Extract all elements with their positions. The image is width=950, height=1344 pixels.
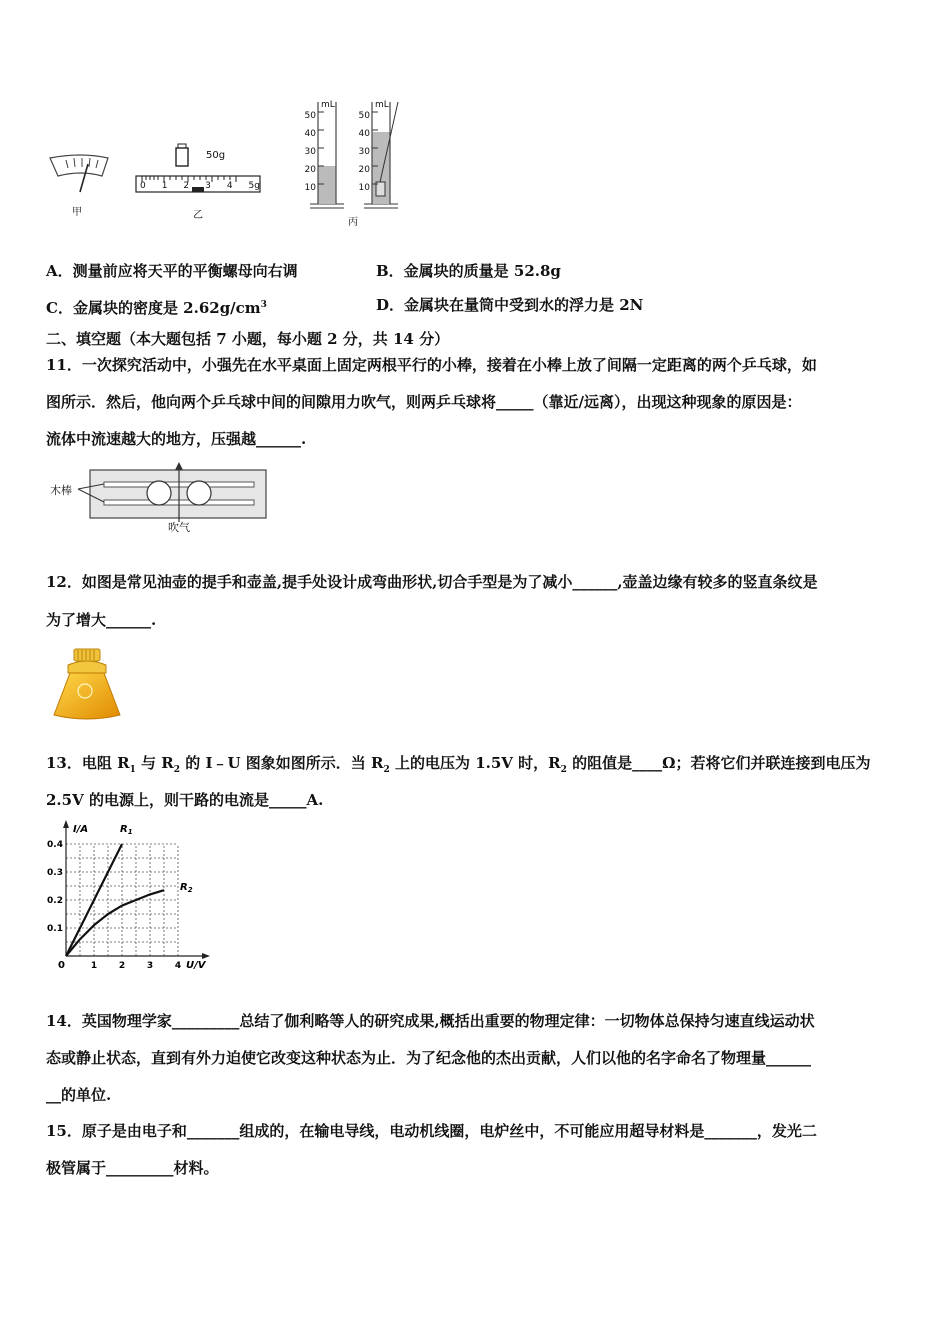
option-a: A．测量前应将天平的平衡螺母向右调	[46, 262, 298, 280]
q15-line-2: 极管属于_________材料。	[46, 1159, 219, 1177]
figure-rider-ruler	[130, 140, 270, 210]
option-c	[46, 295, 267, 318]
series-r2-label	[180, 882, 193, 894]
x-tick-label: 2	[118, 961, 126, 970]
cylinder-tick: 10	[304, 183, 316, 193]
ruler-tick: 0	[140, 181, 146, 191]
x-tick-label: 1	[90, 961, 98, 970]
figure-label-jia: 甲	[72, 207, 82, 218]
q15-line-1: 15．原子是由电子和_______组成的，在输电导线，电动机线圈，电炉丝中，不可能应用超导材料是_______，发光二	[46, 1122, 817, 1140]
q12-line-2: 为了增大______.	[46, 611, 157, 629]
q13-text: 上的电压为 1.5V 时，R	[389, 754, 561, 772]
section-heading: 二、填空题（本大题包括 7 小题，每小题 2 分，共 14 分）	[46, 330, 450, 348]
cylinder-tick: 50	[358, 111, 370, 121]
y-tick-label: 0.2	[47, 896, 63, 906]
ruler-tick: 1	[161, 181, 168, 191]
cylinder-ticks-left	[302, 107, 316, 197]
option-c-superscript: 3	[260, 300, 267, 310]
subscript: 2	[560, 765, 567, 775]
subscript: 2	[173, 765, 181, 775]
x-axis-arrow	[202, 953, 210, 959]
r2-label-sub: 2	[187, 886, 193, 894]
q13-line-2: 2.5V 的电源上，则干路的电流是_____A.	[46, 791, 324, 809]
q14-line-2: 态或静止状态，直到有外力迫使它改变这种状态为止．为了纪念他的杰出贡献，人们以他的名字命名了物理量______	[46, 1049, 812, 1067]
cylinder-tick: 30	[304, 147, 316, 157]
y-tick-label: 0.1	[47, 924, 63, 934]
figure-ping-pong-sticks	[46, 462, 271, 537]
q13-text: 的 I﹣U 图象如图所示．当 R	[180, 754, 384, 772]
stick-label: 木棒	[50, 484, 72, 497]
x-tick-label: 4	[174, 961, 182, 970]
iu-graph	[44, 818, 214, 970]
r2-label-main: R	[180, 882, 188, 893]
y-axis-arrow	[63, 820, 69, 828]
y-tick-label: 0.4	[47, 840, 63, 850]
figure-label-yi: 乙	[193, 210, 203, 221]
series-r1-label	[120, 824, 133, 836]
q13-line-1	[46, 753, 870, 780]
ruler-tick: 3	[205, 181, 211, 191]
q11-line-2: 图所示．然后，他向两个乒乓球中间的间隙用力吹气，则两乒乓球将_____（靠近/远离），出现这种现象的原因是：	[46, 393, 802, 411]
subscript: 2	[383, 765, 390, 775]
subscript: 1	[129, 765, 136, 775]
x-axis-label: U/V	[186, 960, 206, 970]
graph-grid	[66, 844, 178, 956]
x-tick-label: 3	[146, 961, 154, 970]
cylinder-tick: 20	[358, 165, 370, 175]
cylinder-unit-right: mL	[375, 100, 389, 110]
blow-label: 吹气	[168, 521, 190, 534]
origin-label: 0	[58, 960, 65, 970]
q14-line-1: 14．英国物理学家_________总结了伽利略等人的研究成果,概括出重要的物理定律：一切物体总保持匀速直线运动状	[46, 1012, 815, 1030]
cylinder-tick: 40	[358, 129, 370, 139]
cylinder-unit-left: mL	[321, 100, 335, 110]
weight-label: 50g	[206, 150, 226, 161]
ruler-tick: 2	[183, 181, 190, 191]
q11-line-3: 流体中流速越大的地方，压强越______.	[46, 430, 307, 448]
ruler-tick-labels	[140, 181, 260, 191]
r1-label-sub: 1	[127, 828, 133, 836]
q13-text: 13．电阻 R	[46, 754, 130, 772]
figure-label-bing: 丙	[348, 217, 358, 228]
option-d: D．金属块在量筒中受到水的浮力是 2N	[376, 296, 644, 314]
q14-line-3: __的单位.	[46, 1086, 112, 1104]
option-c-text: C．金属块的密度是 2.62g/cm	[46, 299, 261, 317]
figure-oil-bottle	[50, 645, 124, 723]
y-tick-label: 0.3	[47, 868, 63, 878]
q13-text: 的阻值是____Ω；若将它们并联连接到电压为	[566, 754, 871, 772]
cylinder-tick: 50	[304, 111, 316, 121]
option-b: B．金属块的质量是 52.8g	[376, 262, 561, 280]
cylinder-tick: 10	[358, 183, 370, 193]
r1-label-main: R	[120, 824, 128, 835]
y-axis-label: I/A	[73, 824, 89, 835]
ruler-tick: 5g	[248, 181, 260, 191]
cylinder-ticks-right	[356, 107, 370, 197]
q13-text: 与 R	[135, 754, 174, 772]
cylinder-tick: 40	[304, 129, 316, 139]
q11-line-1: 11．一次探究活动中，小强先在水平桌面上固定两根平行的小棒，接着在小棒上放了间隔一定距离的两个乒乓球，如	[46, 356, 817, 374]
cylinder-tick: 20	[304, 165, 316, 175]
ruler-tick: 4	[226, 181, 233, 191]
cylinder-tick: 30	[358, 147, 370, 157]
q12-line-1: 12．如图是常见油壶的提手和壶盖,提手处设计成弯曲形状,切合手型是为了减小______,壶盖边缘有较多的竖直条纹是	[46, 573, 818, 591]
